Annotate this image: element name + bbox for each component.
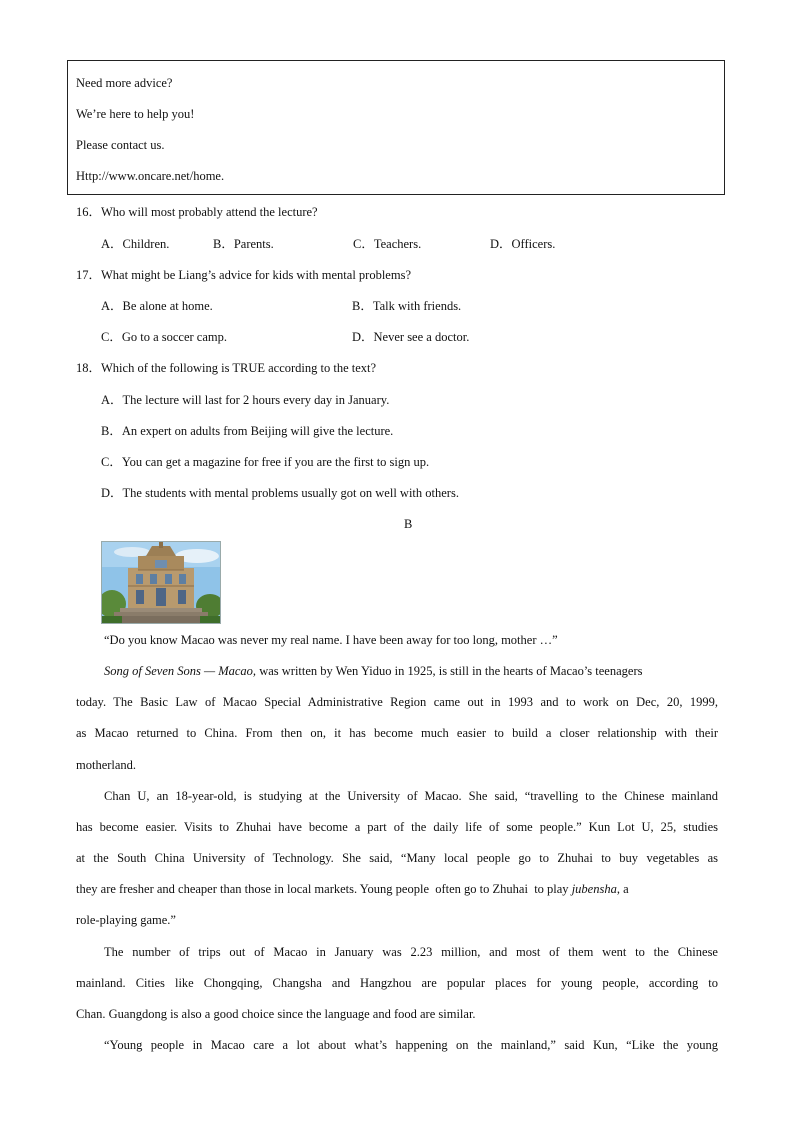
p2-line-4-end: , a [616, 882, 629, 896]
poem-title: Song of Seven Sons — Macao, [104, 664, 257, 678]
p3-line-2: mainland. Cities like Chongqing, Changsha and Hangzhou are popular places for young people, according to [76, 976, 718, 990]
q17-option-b: B．Talk with friends. [352, 299, 462, 313]
q16-option-d: D．Officers. [490, 237, 556, 251]
section-label-b: B [404, 517, 413, 531]
advice-box [67, 60, 725, 195]
question-18-stem: 18．Which of the following is TRUE according to the text? [76, 361, 377, 375]
question-16-stem: 16．Who will most probably attend the lecture? [76, 205, 318, 219]
p3-line-3: Chan. Guangdong is also a good choice since the language and food are similar. [76, 1007, 476, 1021]
ruins-of-st-pauls-photo [101, 541, 221, 624]
p2-line-1: Chan U, an 18-year-old, is studying at the University of Macao. She said, “travelling to the Chinese mainland [104, 789, 718, 803]
p2-line-2: has become easier. Visits to Zhuhai have become a part of the daily life of some people.” Kun Lot U, 25, studies [76, 820, 718, 834]
jubensha-word: jubensha [571, 882, 617, 896]
p1-line-4: motherland. [76, 758, 137, 772]
advice-line-1: Need more advice? [76, 76, 173, 90]
p3-line-1: The number of trips out of Macao in January was 2.23 million, and most of them went to the Chinese [104, 945, 718, 959]
p1-line-3: as Macao returned to China. From then on, it has become much easier to build a closer relationship with their [76, 726, 718, 740]
q18-option-a: A．The lecture will last for 2 hours every day in January. [101, 393, 390, 407]
opening-quote: “Do you know Macao was never my real name. I have been away for too long, mother …” [104, 633, 558, 647]
q18-option-c: C．You can get a magazine for free if you are the first to sign up. [101, 455, 430, 469]
q16-option-c: C．Teachers. [353, 237, 422, 251]
q16-option-a: A．Children. [101, 237, 170, 251]
p2-line-4 [76, 881, 718, 897]
advice-url: Http://www.oncare.net/home. [76, 169, 225, 183]
q18-option-d: D．The students with mental problems usually got on well with others. [101, 486, 459, 500]
q17-option-a: A．Be alone at home. [101, 299, 213, 313]
p2-line-4-text: they are fresher and cheaper than those in local markets. Young people often go to Zhuhai to play [76, 882, 572, 896]
question-17-stem: 17．What might be Liang’s advice for kids with mental problems? [76, 268, 411, 282]
ruins-illustration [102, 542, 220, 623]
p4-line-1: “Young people in Macao care a lot about what’s happening on the mainland,” said Kun, “Like the young [104, 1038, 718, 1052]
advice-line-3: Please contact us. [76, 138, 165, 152]
p1-line-1 [104, 663, 642, 679]
p1-line-1-text: was written by Wen Yiduo in 1925, is still in the hearts of Macao’s teenagers [256, 664, 643, 678]
q17-option-d: D．Never see a doctor. [352, 330, 470, 344]
q17-option-c: C．Go to a soccer camp. [101, 330, 228, 344]
p2-line-5: role-playing game.” [76, 913, 176, 927]
advice-line-2: We’re here to help you! [76, 107, 195, 121]
q18-option-b: B．An expert on adults from Beijing will give the lecture. [101, 424, 394, 438]
p1-line-2: today. The Basic Law of Macao Special Administrative Region came out in 1993 and to work on Dec, 20, 1999, [76, 695, 718, 709]
p2-line-3: at the South China University of Technology. She said, “Many local people go to Zhuhai to buy vegetables as [76, 851, 718, 865]
q16-option-b: B．Parents. [213, 237, 274, 251]
